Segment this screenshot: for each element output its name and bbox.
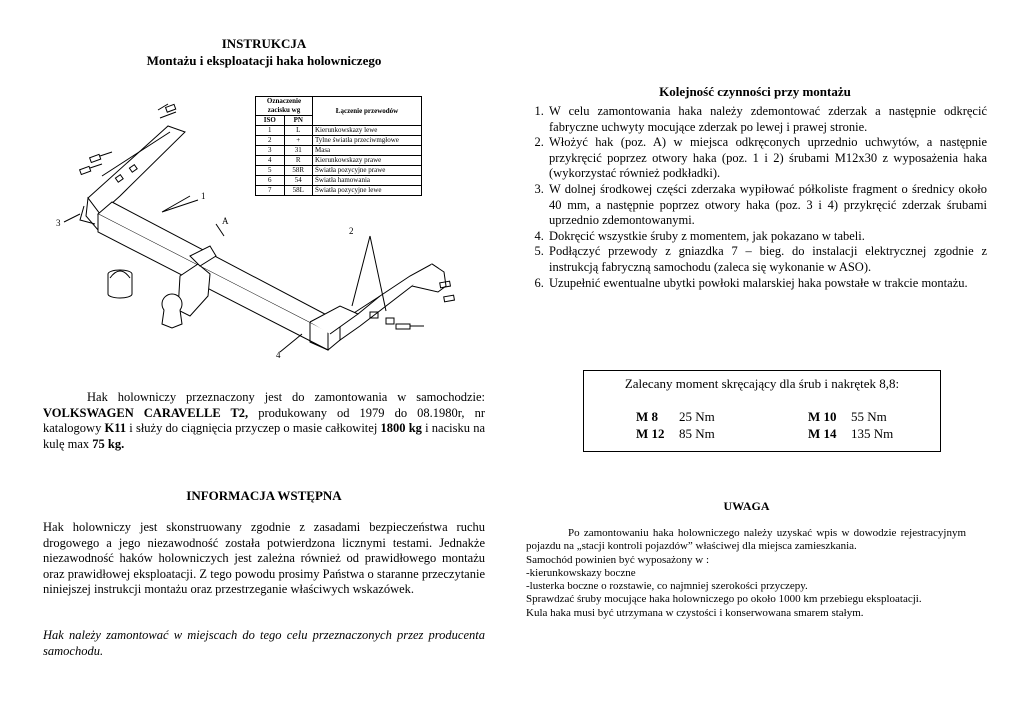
max-trailer-mass: 1800 kg (380, 421, 422, 436)
callout-4: 4 (276, 350, 281, 360)
table-row (256, 186, 422, 196)
intro-heading: INFORMACJA WSTĘPNA (186, 488, 342, 503)
list-item: 3. W dolnej środkowej części zderzaka wypiłować półkoliste fragment o średnicy około 40 mm, a następnie poprzez otwory haka (poz. 3 i 4) przykręcić zderzak śrubami uprzednio zdemontowanymi. (547, 182, 987, 229)
torque-m12-label: M 12 (636, 426, 665, 441)
vehicle-text-4: i nacisku na kulę max (43, 421, 485, 451)
cell-pn: R (284, 156, 313, 166)
cross-beam (98, 202, 340, 350)
warning-bolt-check: Sprawdzać śruby mocujące haka holowniczego po około 1000 km przebiegu eksploatacji. (526, 593, 922, 606)
mounting-steps-list (526, 104, 987, 291)
torque-m12-value: 85 Nm (679, 426, 715, 441)
table-row (256, 176, 422, 186)
torque-m14-label: M 14 (808, 426, 837, 441)
wiring-code-rows (256, 126, 422, 196)
max-ball-load: 75 kg. (92, 436, 125, 451)
vehicle-paragraph (43, 390, 485, 452)
table-row (256, 166, 422, 176)
cell-pn: 58L (284, 186, 313, 196)
cell-iso: 6 (256, 176, 285, 186)
torque-box (583, 370, 941, 452)
torque-heading: Zalecany moment skręcający dla śrub i nakrętek 8,8: (624, 376, 900, 391)
cell-desc: Kierunkowskazy prawe (313, 156, 422, 166)
torque-m10-value: 55 Nm (851, 409, 887, 424)
list-item: 2. Włożyć hak (poz. A) w miejsca odkręconych uprzednio uchwytów, a następnie przykręcić poprzez otwory haka (poz. 1 i 2) śrubami M12x30 z wyposażenia haka (wykorzystać również podkładki). (547, 135, 987, 182)
list-item: 4. Dokręcić wszystkie śruby z momentem, jak pokazano w tabeli. (547, 229, 987, 245)
table-row (256, 156, 422, 166)
mounting-note: Hak należy zamontować w miejscach do tego celu przeznaczonych przez producenta samochodu. (43, 628, 485, 658)
col-iso-header: ISO (256, 116, 285, 126)
warning-equipment: Samochód powinien być wyposażony w : (526, 553, 709, 566)
steps-heading: Kolejność czynności przy montażu (659, 84, 851, 99)
cell-desc: Kierunkowskazy lewe (313, 126, 422, 136)
warning-registration: Po zamontowaniu haka holowniczego należy uzyskać wpis w dowodzie rejestracyjnym pojazdu na „stacji kontroli pojazdów” właściwej dla miejsca zamieszkania. (526, 527, 966, 553)
cell-pn: + (284, 136, 313, 146)
warning-mirrors: -lusterka boczne o rozstawie, co najmniej szerokości przyczepy. (526, 580, 808, 593)
vehicle-text-2: produkowany od 1979 do 08.1980r, nr katalogowy (43, 405, 485, 436)
cell-desc: Tylne światła przeciwmgłowe (313, 136, 422, 146)
table-row (256, 136, 422, 146)
col-pn-header: PN (284, 116, 313, 126)
cell-pn: 31 (284, 146, 313, 156)
vehicle-text-3: i służy do ciągnięcia przyczep o masie całkowitej (126, 421, 381, 436)
vehicle-text-1: Hak holowniczy przeznaczony jest do zamontowania w samochodzie: (87, 390, 485, 404)
cell-iso: 2 (256, 136, 285, 146)
col-desc-header: Łączenie przewodów (313, 97, 422, 126)
vehicle-model: VOLKSWAGEN CARAVELLE T2, (43, 405, 249, 420)
cell-desc: Światła hamowania (313, 176, 422, 186)
wiring-code-table (255, 96, 422, 196)
intro-text: Hak holowniczy jest skonstruowany zgodnie z zasadami bezpieczeństwa ruchu drogowego a jego niezawodność została potwierdzona licznymi testami. Jednakże niezawodność haków holowniczych jest zależna również od prawidłowego montażu oraz prawidłowej eksploatacji. Z tego powodu prosimy Państwa o staranne przeczytanie niniejszej instrukcji montażu oraz przestrzeganie właściwych wskazówek. (43, 520, 485, 597)
torque-m8-value: 25 Nm (679, 409, 715, 424)
list-item: 1. W celu zamontowania haka należy zdemontować zderzak a następnie odkręcić fabryczne uchwyty mocujące zderzak po lewej i prawej stronie. (547, 104, 987, 135)
torque-m8-label: M 8 (636, 409, 659, 424)
cell-iso: 4 (256, 156, 285, 166)
list-item: 6. Uzupełnić ewentualne ubytki powłoki malarskiej haka powstałe w trakcie montażu. (547, 276, 987, 292)
cell-iso: 5 (256, 166, 285, 176)
ball-cap (108, 270, 132, 298)
cell-desc: Światła pozycyjne prawe (313, 166, 422, 176)
list-item: 5. Podłączyć przewody z gniazdka 7 – bieg. do instalacji elektrycznej zgodnie z instrukcją fabryczną samochodu (zaleca się wykonanie w ASO). (547, 244, 987, 275)
callout-A: A (222, 216, 229, 226)
cell-pn: L (284, 126, 313, 136)
warning-heading: UWAGA (723, 499, 770, 513)
document-title: INSTRUKCJA (221, 36, 307, 51)
callout-2: 2 (349, 226, 354, 236)
callout-3: 3 (56, 218, 61, 228)
col-group-header: Oznaczenie zacisku wg (256, 97, 313, 116)
catalog-number: K11 (104, 421, 127, 436)
cell-iso: 7 (256, 186, 285, 196)
cell-pn: 54 (284, 176, 313, 186)
document-subtitle: Montażu i eksploatacji haka holowniczego (146, 53, 382, 68)
callout-1: 1 (201, 191, 206, 201)
cell-desc: Światła pozycyjne lewe (313, 186, 422, 196)
cell-iso: 3 (256, 146, 285, 156)
warning-text (526, 527, 966, 620)
warning-indicators: -kierunkowskazy boczne (526, 566, 636, 579)
cell-pn: 58R (284, 166, 313, 176)
warning-ball-care: Kula haka musi być utrzymana w czystości i konserwowana smarem stałym. (526, 606, 864, 619)
table-row (256, 146, 422, 156)
table-row (256, 126, 422, 136)
cell-iso: 1 (256, 126, 285, 136)
right-bracket (310, 264, 446, 350)
cell-desc: Masa (313, 146, 422, 156)
torque-m10-label: M 10 (808, 409, 837, 424)
torque-m14-value: 135 Nm (851, 426, 894, 441)
